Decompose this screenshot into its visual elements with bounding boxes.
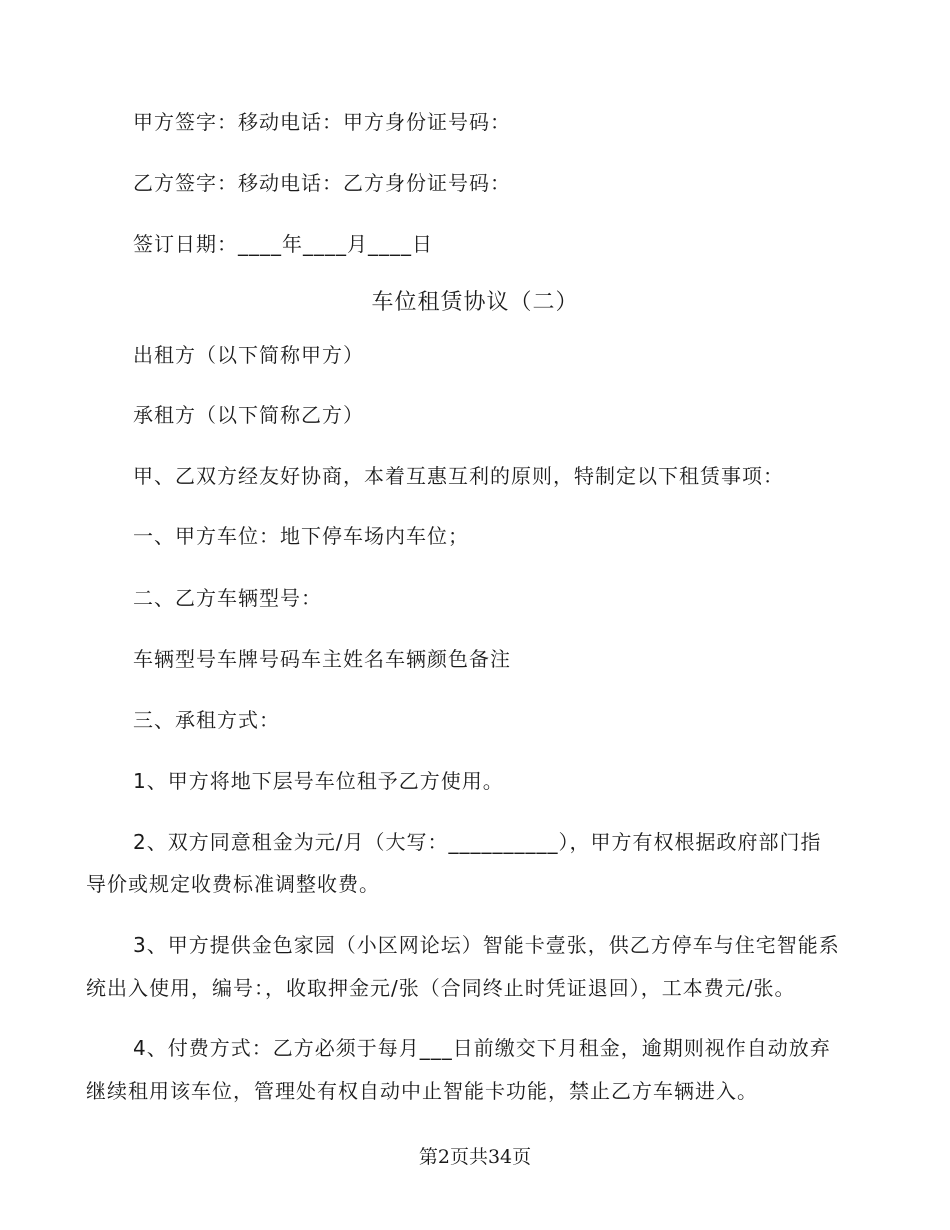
item-2-line-2: 导价或规定收费标准调整收费。 bbox=[86, 872, 380, 896]
lessee-line: 承租方（以下简称乙方） bbox=[133, 403, 364, 427]
lessor-line: 出租方（以下简称甲方） bbox=[133, 343, 364, 367]
preamble-line: 甲、乙双方经友好协商，本着互惠互利的原则，特制定以下租赁事项： bbox=[133, 464, 784, 488]
party-a-signature-line: 甲方签字：移动电话：甲方身份证号码： bbox=[133, 110, 511, 134]
signing-date-line: 签订日期：____年____月____日 bbox=[133, 232, 433, 256]
item-3-line-1: 3、甲方提供金色家园（小区网论坛）智能卡壹张，供乙方停车与住宅智能系 bbox=[133, 933, 840, 957]
page-number-footer: 第2页共34页 bbox=[418, 1146, 532, 1168]
item-4-line-2: 继续租用该车位，管理处有权自动中止智能卡功能，禁止乙方车辆进入。 bbox=[86, 1079, 758, 1103]
party-b-signature-line: 乙方签字：移动电话：乙方身份证号码： bbox=[133, 171, 511, 195]
clause-2-line: 二、乙方车辆型号： bbox=[133, 586, 322, 610]
item-4-line-1: 4、付费方式：乙方必须于每月___日前缴交下月租金，逾期则视作自动放弃 bbox=[133, 1036, 831, 1060]
clause-3-line: 三、承租方式： bbox=[133, 708, 280, 732]
vehicle-table-header-line: 车辆型号车牌号码车主姓名车辆颜色备注 bbox=[133, 647, 511, 671]
item-1-line: 1、甲方将地下层号车位租予乙方使用。 bbox=[133, 769, 504, 793]
section-title: 车位租赁协议（二） bbox=[371, 290, 579, 315]
item-3-line-2: 统出入使用，编号：，收取押金元/张（合同终止时凭证退回），工本费元/张。 bbox=[86, 976, 796, 1000]
item-2-line-1: 2、双方同意租金为元/月（大写：__________），甲方有权根据政府部门指 bbox=[133, 830, 822, 854]
clause-1-line: 一、甲方车位：地下停车场内车位； bbox=[133, 524, 469, 548]
